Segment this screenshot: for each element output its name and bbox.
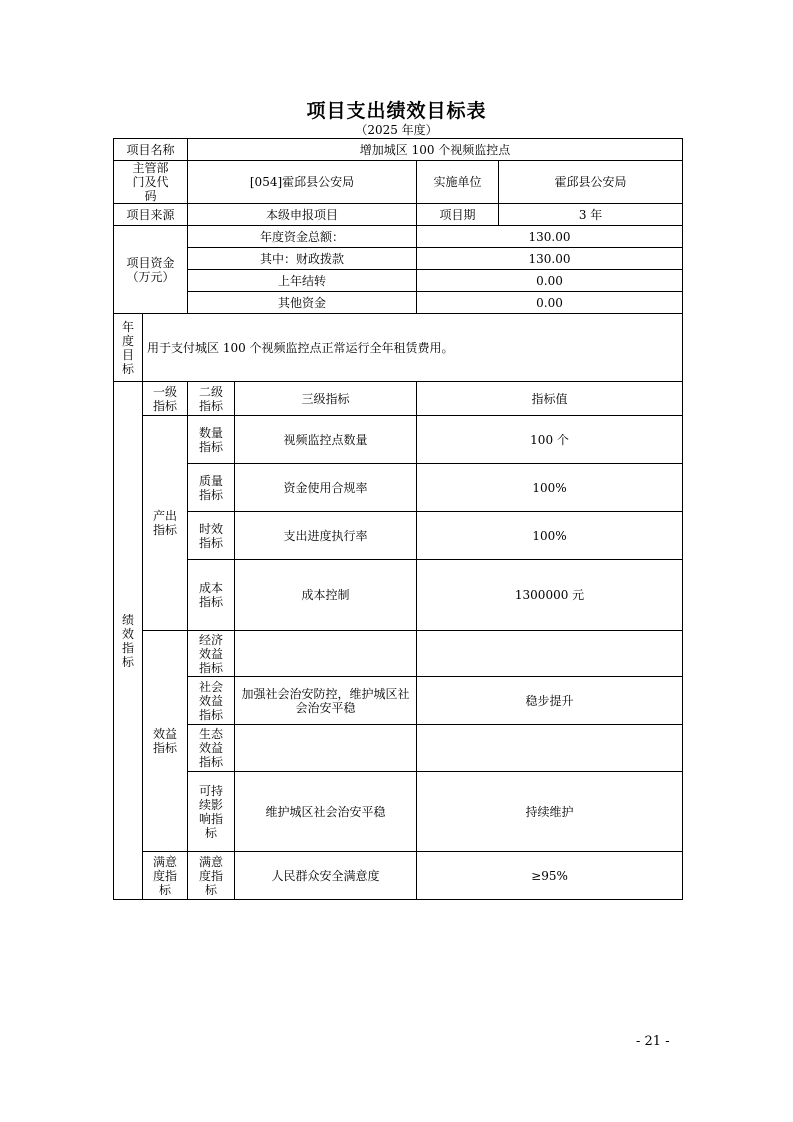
level2-cell: 社会效益指标	[188, 677, 235, 725]
page-title: 项目支出绩效目标表	[306, 100, 487, 122]
impl-label: 实施单位	[417, 161, 499, 204]
level2-cell: 满意度指标	[188, 852, 235, 900]
source-label: 项目来源	[114, 204, 188, 226]
table-row	[114, 560, 683, 631]
table-row	[114, 852, 683, 900]
table-row	[114, 139, 683, 161]
header-level2: 二级指标	[188, 382, 235, 416]
funds-row-label: 其中：财政拨款	[188, 248, 417, 270]
level2-cell: 数量指标	[188, 416, 235, 464]
table-row	[114, 416, 683, 464]
annual-goal-text: 用于支付城区 100 个视频监控点正常运行全年租赁费用。	[143, 314, 683, 382]
indicator-value: ≥95%	[417, 852, 683, 900]
impl-value: 霍邱县公安局	[499, 161, 683, 204]
project-name-value: 增加城区 100 个视频监控点	[188, 139, 683, 161]
page-number: - 21 -	[636, 1034, 670, 1049]
funds-row-value: 0.00	[417, 292, 683, 314]
indicator-value	[417, 631, 683, 677]
annual-goal-label: 年度目标	[114, 314, 143, 382]
funds-row-value: 0.00	[417, 270, 683, 292]
page-subtitle: （2025 年度）	[355, 123, 438, 137]
table-row	[114, 292, 683, 314]
table-row	[114, 382, 683, 416]
funds-row-value: 130.00	[417, 226, 683, 248]
table-row	[114, 512, 683, 560]
funds-row-label: 上年结转	[188, 270, 417, 292]
satisfaction-indicator-label: 满意度指标	[143, 852, 188, 900]
project-name-label: 项目名称	[114, 139, 188, 161]
indicator-value: 1300000 元	[417, 560, 683, 631]
funds-row-label: 其他资金	[188, 292, 417, 314]
funds-row-value: 130.00	[417, 248, 683, 270]
funds-row-label: 年度资金总额：	[188, 226, 417, 248]
level3-cell	[235, 631, 417, 677]
table-row	[114, 677, 683, 725]
level2-cell: 生态效益指标	[188, 725, 235, 772]
table-row	[114, 204, 683, 226]
indicator-value: 稳步提升	[417, 677, 683, 725]
level3-cell	[235, 725, 417, 772]
level3-cell: 维护城区社会治安平稳	[235, 772, 417, 852]
level3-cell: 支出进度执行率	[235, 512, 417, 560]
performance-goal-table	[113, 138, 683, 900]
level3-cell: 资金使用合规率	[235, 464, 417, 512]
table-row	[114, 725, 683, 772]
indicator-value: 100%	[417, 464, 683, 512]
level2-cell: 质量指标	[188, 464, 235, 512]
table-row	[114, 314, 683, 382]
level3-cell: 人民群众安全满意度	[235, 852, 417, 900]
funds-label: 项目资金（万元）	[114, 226, 188, 314]
level3-cell: 成本控制	[235, 560, 417, 631]
table-row	[114, 248, 683, 270]
table-row	[114, 464, 683, 512]
level3-cell: 加强社会治安防控，维护城区社会治安平稳	[235, 677, 417, 725]
indicator-value	[417, 725, 683, 772]
period-value: 3 年	[499, 204, 683, 226]
table-row	[114, 226, 683, 248]
benefit-indicator-label: 效益指标	[143, 631, 188, 852]
header-level1: 一级指标	[143, 382, 188, 416]
indicator-value: 100%	[417, 512, 683, 560]
indicator-value: 100 个	[417, 416, 683, 464]
dept-value: [054]霍邱县公安局	[188, 161, 417, 204]
table-row	[114, 631, 683, 677]
output-indicator-label: 产出指标	[143, 416, 188, 631]
table-row	[114, 772, 683, 852]
level2-cell: 时效指标	[188, 512, 235, 560]
table-row	[114, 161, 683, 204]
table-row	[114, 270, 683, 292]
level2-cell: 经济效益指标	[188, 631, 235, 677]
level3-cell: 视频监控点数量	[235, 416, 417, 464]
dept-label: 主管部门及代码	[114, 161, 188, 204]
header-value: 指标值	[417, 382, 683, 416]
header-level3: 三级指标	[235, 382, 417, 416]
level2-cell: 成本指标	[188, 560, 235, 631]
level2-cell: 可持续影响指标	[188, 772, 235, 852]
source-value: 本级申报项目	[188, 204, 417, 226]
indicators-section-label: 绩效指标	[114, 382, 143, 900]
indicator-value: 持续维护	[417, 772, 683, 852]
period-label: 项目期	[417, 204, 499, 226]
